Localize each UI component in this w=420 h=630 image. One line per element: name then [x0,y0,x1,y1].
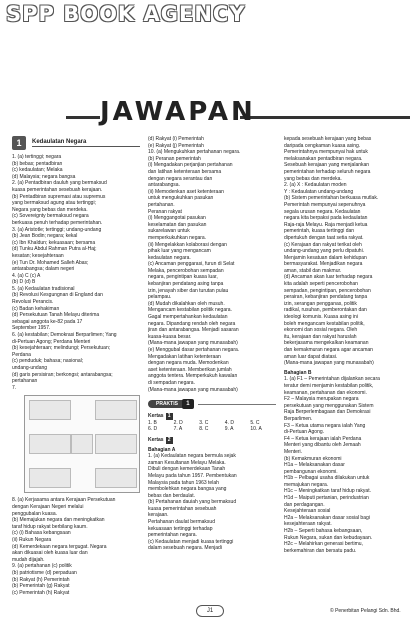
kertas1-heading [148,413,276,420]
graphic-organizer-diagram [24,395,140,493]
answer-list-left [12,154,140,596]
answer-line: September 1957. [12,325,51,332]
answer-line: pertahanan [12,378,38,385]
answer-line: kita adalah seperti pencerobohan [284,281,358,288]
answer-line: (c) Kedaulatan menjadi kuasa tertinggi [148,538,234,545]
answer-line: berkuasa penuh terhadap pemerintahan. [12,219,103,226]
column-left [12,136,140,596]
answer-line: (c) Sovereignty bermaksud negara [12,213,89,220]
answer-line: persekutuan yang menggunakan Sistem [284,402,374,409]
kertas1-answer: 7. A [173,426,183,433]
answer-line: pihak luar yang mengancam [148,248,211,255]
answer-line: Pertahanan daulat bermaksud [148,519,215,526]
answer-line: Gagal mempertahankan kedaulatan [148,314,228,321]
answer-line: H1a – Melaksanakan dasar [284,462,345,469]
answer-line: undang-undang yang perlu dipatuhi. [284,248,365,255]
answer-line: zaman Kesultanan Melayu Melaka. [148,459,226,466]
answer-line: 10. (a) Mengukuhkan pertahanan negara. [148,149,241,156]
praktis-header [148,399,276,409]
answer-line: (e) Menggubal dasar pertahanan negara. [148,347,240,353]
header-banner [0,92,420,132]
answer-line: (b) Rakyat (h) Pemerintah [12,576,70,583]
unit-header [12,136,140,150]
diagram-box [71,434,93,454]
answer-line: H1c – Meningkatkan taraf hidup rakyat. [284,488,371,495]
answer-line: Berparlimen. [284,415,313,422]
answer-line: izin, serangan pengganas, politik [284,300,357,307]
answer-line: 5. (a) Kedaulatan tradisional [12,285,75,292]
answer-line: memperkukuhkan negara. [148,234,207,241]
answer-line: (b) Memajukan negara dan meningkatkan [12,517,105,524]
answer-line: pemerintahan negara. [148,532,197,539]
answer-line: Pemerintah mempunyai sepenuhnya [284,201,366,208]
kertas2-label: Kertas [148,436,164,443]
answer-line: keamanan, pertahanan dan ekonomi. [284,389,367,396]
answer-line: penggubalan kuasa. [12,510,58,517]
answer-line: ekonomi dan sosial negara. Oleh [284,327,358,334]
answer-line: (ii) Mengelakkan kolaborasi dengan [148,241,227,248]
kertas1-answer: 9. A [224,426,234,433]
answer-line: H2b – Seperti bahasa kebangsaan, [284,528,363,535]
kertas1-label: Kertas [148,413,164,420]
answer-line: (d) Ancaman akan luar terhadap negara [284,274,373,281]
answer-line: boleh mengancam kestabilan politik, [284,320,365,327]
answer-line: undang-undang [12,365,48,371]
answer-line: Raja-raja Melayu. Raja menjadi ketua [284,221,368,228]
answer-line: Rukun Negara, sukan dan kebudayaan. [284,534,373,541]
bahagian-a-heading: Bahagian A [148,446,176,453]
answer-list-middle-bottom [148,453,276,552]
answer-line: teratur demi menjamin kestabilan politik, [284,382,374,389]
answer-line: di sempadan negara. [148,379,195,386]
answer-line: melaksanakan pentadbiran negara. [284,155,363,162]
watermark: SPP BOOK AGENCY [6,2,246,26]
answer-line: 1. (a) tertinggi; negara [12,154,62,160]
answer-line: (b) Sistem pemerintahan berkuasa mutlak. [284,195,379,202]
answer-line: Revolusi Perancis. [12,299,54,306]
answer-line: 9. (a) pertahanan (c) politik [12,563,72,570]
kertas1-answer: 3. C [199,419,209,426]
answer-list-middle-top [148,136,276,393]
answer-line: untuk mengukuhkan pasukan [148,195,214,202]
answer-line: yang bebas dan merdeka. [284,175,342,182]
answer-line: dan latihan ketenteraan bersama [148,168,222,175]
answer-line: dan kemakmuran negara agar ancaman [284,347,373,353]
column-right [284,136,412,554]
answer-line: Perdana [12,351,31,358]
answer-line: kuasa pemerintahan sesebuah kerajaan. [12,186,103,193]
answer-line: F4 – Ketua kerajaan ialah Perdana [284,435,362,442]
answer-line: F3 – Ketua utama negara ialah Yang [284,422,366,429]
answer-line: Kesejahteraan sosial [284,508,331,515]
answer-line: dan perdagangan. [284,501,325,508]
answer-line: Menteri yang dibantu oleh Jemaah [284,442,361,449]
answer-line: kepada sesebuah kerajaan yang bebas [284,136,372,142]
answer-line: (d) Persekutuan Tanah Melayu diterima [12,312,100,319]
answer-line: (d) Rakyat (i) Pemerintah [148,136,204,142]
answer-line: (b) Kemakmuran ekonomi [284,455,342,462]
page-title: JAWAPAN [100,94,240,130]
answer-line: 3. (a) Aristotle; tertinggi; undang-undang [12,226,102,233]
answer-line: izin, jenayah siber dan turutan pulau [148,287,229,294]
answer-line: 4. (a) C (c) A [12,272,41,279]
answer-line: (c) penduduk; bahasa; nasional; [12,358,84,365]
answer-line: (c) Pemerintah (h) Rakyat [12,589,70,596]
answer-line: 7. [12,384,17,391]
answer-line: Sesebuah kerajaan yang menjalankan [284,162,370,169]
diagram-box [95,400,137,420]
kertas1-answer: 8. C [199,426,209,433]
answer-line: (Mana-mana jawapan yang munasabah) [148,386,238,393]
praktis-rule [198,404,276,405]
answer-line: (b) Jean Bodin; negara; kekal [12,233,78,240]
answer-line: Negara yang bebas dan merdeka. [12,206,88,213]
answer-line: (d) Mudah dikalahkan oleh musuh. [148,300,225,307]
answer-line: H2a – Melaksanakan dasar sosial bagi [284,514,370,521]
kertas1-answers [148,420,276,433]
answer-line: (b) Revolusi Kesgungnan di England dan [12,292,103,299]
answer-line: (c) Kerajaan dan rakyat terikat oleh [284,241,362,248]
answer-line: H1b – Pelbagai usaha dilakukan untuk [284,475,370,482]
answer-line: (d) Kemerdekaan negara tergugat. Negara [12,543,107,550]
answer-line: radikal, rusuhan, pemberontakan dan [284,307,367,314]
answer-line: jiran dan antarabangsa. Menjadi sasaran [148,327,239,334]
answer-line: (i) Menggangotai pasukan [148,215,206,222]
answer-line: Pemerintahnya mempunyai hak untuk [284,149,368,156]
answer-line: bekerjasama mengekalkan keamanan [284,340,369,347]
answer-line: 6. (a) kestabilan; Demokrasi Berparlimen; Yang [12,332,117,339]
answer-line: sempadan, pengintipan, pencerobohan [284,287,371,294]
answer-line: (b) Pemerintah (g) Rakyat [12,583,70,590]
column-middle [148,136,276,552]
answer-line: perairan, kebanjiran pendatang tanpa [284,294,368,301]
answer-line: antarabangsa. [148,182,180,189]
answer-line: aset ketenteraan. Memberikan jumlah [148,366,232,373]
answer-line: daripada cengkaman kuasa asing. [284,142,361,149]
answer-line: Mengadakan latihan ketenteraan [148,353,221,360]
answer-line: kuasa pemerintahan sesebuah [148,505,217,512]
answer-line: (i) Mengadakan perjanjian pertahanan [148,162,233,169]
answer-line: Menjamin kesatuan dalam kehidupan [284,254,367,261]
kertas1-answer: 5. C [250,419,260,426]
answer-line: 2. (a) X : Kedaulatan moden [284,182,347,189]
answer-list-right-top [284,136,412,367]
answer-line: H1d – Maiputi pertanian, perindustrian [284,495,369,502]
answer-line: di-Pertuan Agong; Perdana Menteri [12,338,91,345]
kertas2-heading [148,437,276,444]
answer-line: F2 – Malaysia merupakan negara [284,396,359,403]
answer-line: (d) garis persisiran; berkongsi; antarabangsa; [12,371,113,378]
kertas1-answer: 2. D [173,419,183,426]
kertas1-number: 1 [166,413,173,420]
answer-line: 1. (a) Kedaulatan negara bermula sejak [148,453,236,460]
copyright-note: © Penerbitan Pelangi Sdn. Bhd. [330,608,401,614]
answer-line: (e) Rakyat (j) Pemerintah [148,142,204,149]
answer-line: (d) Tunku Abdul Rahman Putra al-Haj; [12,246,97,253]
answer-line: (c) Ancaman penggarasi, furun di Selat [148,261,235,268]
answer-line: (c) kedaulatan; Melaka [12,167,63,174]
answer-line: (b) patriotisme (d) perpaduan [12,569,77,576]
answer-line: Melayu pada tahun 1957. Pembentukan [148,472,237,479]
answer-line: pelampau. [148,294,172,301]
answer-line: (b) kesejahteraan; melindungi; Persekutuan; [12,345,111,352]
answer-line: sukarelawan untuk [148,228,190,235]
answer-line: Melaka, pencerobohan sempadan [148,267,224,274]
answer-line: negara kita berpaksi pada kedaulatan [284,215,368,222]
answer-line: Dibuli dengan kemerdekaan Tanah [148,466,226,473]
answer-line: (c) Badan kehakiman [12,305,60,312]
answer-line: 1. (a) F1 – Pemerintahan dijalankan secara [284,376,380,383]
kertas2-number: 2 [166,437,173,444]
kertas1-answer: 1. B [148,419,157,426]
answer-line: kuasa-kuasa besar. [148,333,192,340]
answer-line: dengan negara serantau dan [148,175,213,182]
answer-line: pembangunan ekonomi. [284,468,338,475]
diagram-box [29,468,71,488]
answer-line: mudah dijajah. [12,556,45,563]
answer-line: (Mana-mana jawapan yang munasabah) [148,340,238,347]
answer-line: kedaulatan negara. [148,254,191,261]
answer-line: kesejahteraan rakyat. [284,521,332,528]
answer-line: dengan Kerajaan Negeri melalui [12,503,84,510]
unit-title: Kedaulatan Negara [32,139,140,148]
kertas1-answer: 4. D [224,419,234,426]
answer-line: (c) (i) Bahasa kebangsaan [12,530,71,537]
answer-line: (c) Ibn Khaldun; kekuasaan; bersama [12,239,96,246]
answer-line: (Mana-mana jawapan yang munasabah) [284,360,374,367]
answer-line: dipertukuh dengan taat setia rakyat. [284,234,364,241]
answer-line: kesatan; kesejahteraan [12,252,64,259]
answer-line: (b) bebas; pentadbiran [12,160,63,167]
answer-line: (b) Peranan pemerintah [148,155,201,162]
answer-line: pemerintah, kuasa tertinggi dan [284,228,355,235]
answer-line: 2. (a) Pentadbiran dauluh yang bermaksud [12,180,107,187]
answer-line: kebanjiran pendatang asing tanpa [148,281,224,288]
answer-line: akan dikuasai oleh kuasa luar dan [12,550,88,557]
kertas1-answer: 10. A [250,426,262,433]
bahagian-b-heading: Bahagian B [284,369,312,376]
answer-line: bermasyarakat. Menjadikan negara [284,261,363,268]
answer-line: sebagai anggota ke-82 pada 17 [12,318,83,325]
page-number: J1 [196,605,224,617]
answer-line: Mengancam kestabilan politik negara. [148,307,232,314]
diagram-box [95,468,137,488]
answer-line: pertahanan. [148,201,175,208]
answer-line: Malaysia pada tahun 1963 telah [148,479,219,486]
answer-line: taraf hidup rakyat berbilang kaum. [12,523,88,530]
answer-line: kekuasaan tertinggi terhadap [148,525,213,532]
unit-number-badge: 1 [12,136,26,150]
answer-list-right-bottom [284,376,412,554]
answer-line: segala urusan negara. Kedaulatan [284,208,361,215]
answer-line: (ii) Memodenkan aset ketenteraan [148,188,224,195]
answer-line: Y : Kedaulatan undang-undang [284,188,354,195]
answer-line: ideologi komunis. Kuasa asing ini [284,314,358,321]
praktis-number: 1 [182,399,194,409]
answer-line: Menteri. [284,448,303,455]
answer-line: 8. (a) Kerjasama antara Kerajaan Persekutuan [12,497,116,504]
answer-line: aman, stabil dan makmur. [284,267,342,274]
answer-line: antarabangsa; dalam negeri [12,266,75,273]
answer-line: (e) Tun Dr. Mohamed Salleh Abas; [12,259,89,266]
answer-line: H2c – Melahirkan generasi bertimu, [284,541,363,548]
answer-line: membolehkan negara bangsa yang [148,486,227,493]
praktis-label: PRAKTIS [148,400,186,409]
diagram-box [29,400,71,420]
answer-line: (b) D (d) B [12,279,36,286]
answer-line: keselamatan dan pasukan [148,221,207,228]
kertas1-answer: 6. D [148,426,158,433]
answer-line: bebas dan berdaulat. [148,492,195,499]
answer-line: aman luar dapat diatasi. [284,353,338,360]
answer-line: memajukan negara. [284,481,329,488]
answer-line: anggota tentera. Memperkukuh kawalan [148,373,238,380]
answer-line: Raja Berperlembagaan dan Demokrasi [284,409,371,416]
answer-line: negara, pengintipan kuasa luar, [148,274,218,281]
answer-line: pemerintahan terhadap seluruh negara [284,168,371,175]
answer-line: di-Pertuan Agong. [284,429,325,436]
answer-line: dengan negara muda. Memodenkan [148,360,229,367]
answer-line: (b) Pertahanan dauiah yang bermaksud [148,499,237,506]
answer-line: berkemahiran dan bersatu padu. [284,547,357,554]
diagram-box [29,434,71,454]
answer-line: itu, kerajaan dan rakyat haruslah [284,333,357,340]
answer-line: dalam sesebuah negara. Menjadi [148,545,222,552]
diagram-box [95,434,137,454]
answer-line: Peranan rakyat [148,208,182,215]
answer-line: yang bermaksud agung atau tertinggi; [12,200,96,207]
answer-line: (b) Pentadbiran supremasi atau supremus [12,193,106,200]
answer-line: negara. Dipandang rendah oleh negara [148,320,236,327]
answer-line: kerajaan. [148,512,169,519]
answer-line: (d) Malaysia; negara bangsa [12,173,76,180]
answer-line: (ii) Rukun Negara [12,536,52,543]
